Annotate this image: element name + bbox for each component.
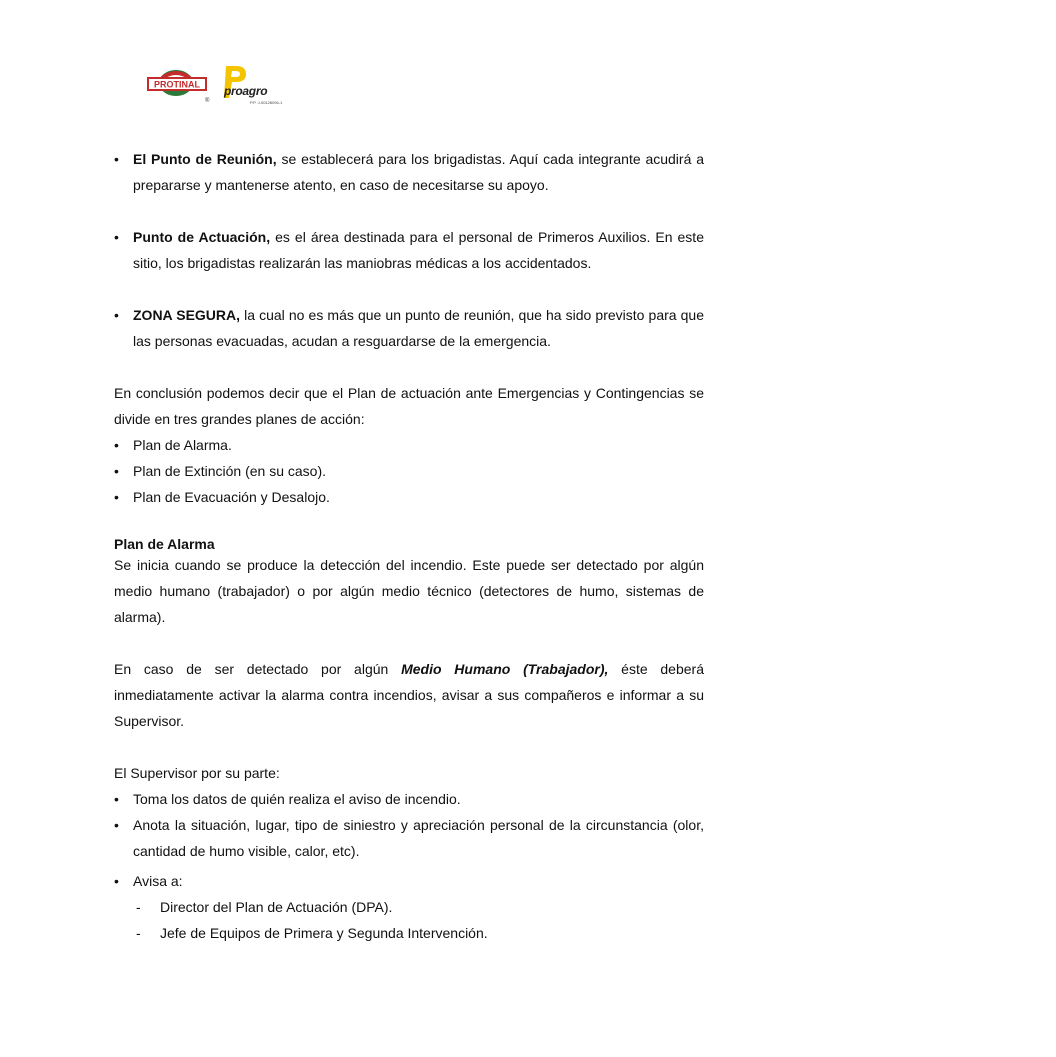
bullet-glyph: • [114,229,119,245]
alarm-paragraph-human [114,656,704,734]
term-zona-segura: ZONA SEGURA, [133,307,241,323]
notify-item [114,894,704,920]
bullet-punto-actuacion [114,224,704,276]
notify-item-text: Jefe de Equipos de Primera y Segunda Intervención. [160,925,488,941]
plan-item [114,458,704,484]
alarm-human-after: éste deberá inmediatamente activar la alarma contra incendios, avisar a sus compañeros e informar a su Supervisor. [114,661,704,729]
supervisor-item-text: Anota la situación, lugar, tipo de siniestro y apreciación personal de la circunstancia (olor, cantidad de humo visible, calor, etc). [133,817,704,859]
supervisor-item-text: Toma los datos de quién realiza el aviso de incendio. [133,791,461,807]
plan-item-label: Plan de Evacuación y Desalojo. [133,489,330,505]
bullet-glyph: • [114,791,119,807]
bullet-punto-reunion [114,146,704,198]
bullet-zona-segura [114,302,704,354]
bullet-glyph: • [114,151,119,167]
bullet-glyph: • [114,437,119,453]
desc-punto-actuacion: es el área destinada para el personal de Primeros Auxilios. En este sitio, los brigadistas realizarán las maniobras médicas a los accidentados. [133,229,704,271]
plan-item-label: Plan de Alarma. [133,437,232,453]
term-punto-actuacion: Punto de Actuación, [133,229,271,245]
conclusion-paragraph: En conclusión podemos decir que el Plan de actuación ante Emergencias y Contingencias se divide en tres grandes planes de acción: [114,385,704,427]
protinal-wordmark: PROTINAL [154,79,200,90]
notify-item [114,920,704,946]
dash-glyph: - [136,925,141,941]
alarm-human-emphasis: Medio Humano (Trabajador), [401,661,609,677]
bullet-glyph: • [114,463,119,479]
protinal-logo [146,66,212,106]
alarm-paragraph-detection: Se inicia cuando se produce la detección del incendio. Este puede ser detectado por algún medio humano (trabajador) o por algún medio técnico (detectores de humo, sistemas de alarma). [114,557,704,625]
section-heading-plan-alarma: Plan de Alarma [114,536,215,552]
supervisor-intro: El Supervisor por su parte: [114,765,280,781]
supervisor-item-text: Avisa a: [133,873,183,889]
supervisor-item [114,868,704,894]
proagro-registration: P.P. J-00126094-1 [250,100,283,105]
notify-item-text: Director del Plan de Actuación (DPA). [160,899,393,915]
dash-glyph: - [136,899,141,915]
bullet-glyph: • [114,307,119,323]
alarm-human-before: En caso de ser detectado por algún [114,661,402,677]
supervisor-item [114,786,704,812]
proagro-logo [222,64,286,108]
plan-item [114,484,704,510]
proagro-wordmark: proagro [224,84,268,98]
bullet-glyph: • [114,817,119,833]
desc-zona-segura: la cual no es más que un punto de reunión, que ha sido previsto para que las personas evacuadas, acudan a resguardarse de la emergencia. [133,307,704,349]
bullet-glyph: • [114,489,119,505]
plan-item-label: Plan de Extinción (en su caso). [133,463,326,479]
bullet-glyph: • [114,873,119,889]
supervisor-item [114,812,704,864]
term-punto-reunion: El Punto de Reunión, [133,151,277,167]
document-body [114,146,704,946]
svg-text:®: ® [205,98,210,104]
desc-punto-reunion: se establecerá para los brigadistas. Aquí cada integrante acudirá a prepararse y mantenerse atento, en caso de necesitarse su apoyo. [133,151,704,193]
plan-item [114,432,704,458]
